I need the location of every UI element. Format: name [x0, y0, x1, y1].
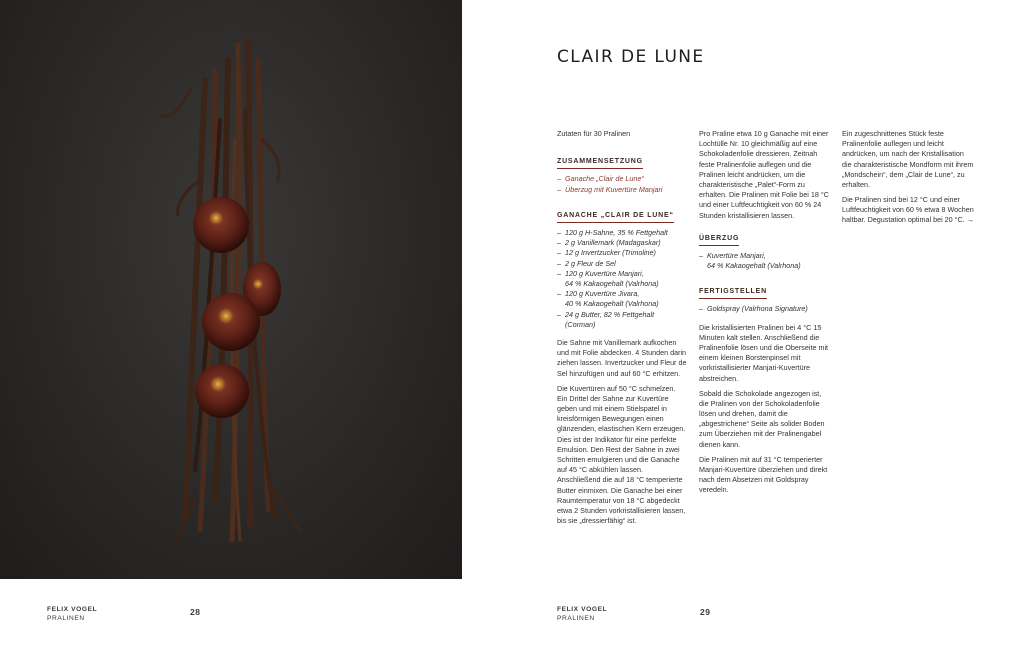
list-item: – Goldspray (Valrhona Signature) [699, 304, 831, 314]
composition-list [557, 174, 687, 194]
list-item: (Corman) [565, 319, 596, 329]
finish-list [699, 304, 831, 314]
coating-heading: ÜBERZUG [699, 234, 739, 246]
method-paragraph-3: Pro Praline etwa 10 g Ganache mit einer Lochtülle Nr. 10 gleichmäßig auf eine Schokoladenfolie dressieren. Zeitnah feste Pralinenfolie auflegen und die Pralinen leicht andrücken, um die charakteristische „Palet“-Form zu erhalten. Die Pralinen mit Folie bei 18 °C und einer Luftfeuchtigkeit von 60 % 24 Stunden kristallisieren lassen. [699, 129, 829, 220]
list-item: 64 % Kakaogehalt (Valrhona) [707, 261, 801, 271]
left-footer [47, 606, 97, 623]
page-number-left: 28 [190, 607, 201, 617]
vanilla-praline-illustration [0, 0, 462, 579]
composition-heading: ZUSAMMENSETZUNG [557, 157, 643, 169]
list-item: – 120 g Kuvertüre Manjari, [557, 269, 687, 279]
method-paragraph-8: Die Pralinen sind bei 12 °C und einer Luftfeuchtigkeit von 60 % etwa 8 Wochen haltbar. Degustation optimal bei 20 °C. → [842, 195, 974, 225]
praline-4 [195, 364, 249, 418]
list-item: – 2 g Fleur de Sel [557, 259, 687, 269]
method-paragraph-2: Die Kuvertüren auf 50 °C schmelzen. Ein Drittel der Sahne zur Kuvertüre geben und mit einem Stielspatel in kreisförmigen Bewegungen einen glänzenden, elastischen Kern erzeugen. Dies ist der Indikator für eine perfekte Emulsion. Den Rest der Sahne in zwei Schritten emulgieren und die Ganache auf 45 °C abkühlen lassen. Anschließend die auf 18 °C temperierte Butter einmixen. Die Ganache bei einer Raumtemperatur von 18 °C abgedeckt etwa 2 Stunden vorkristallisieren lassen, bis sie „dressierfähig“ ist. [557, 383, 686, 526]
footer-book: PRALINEN [557, 614, 595, 622]
yield-text: Zutaten für 30 Pralinen [557, 129, 631, 138]
ganache-heading: GANACHE „CLAIR DE LUNE“ [557, 211, 674, 223]
praline-1 [193, 197, 249, 253]
list-item: – 12 g Invertzucker (Trimoline) [557, 248, 687, 258]
list-item: – Kuvertüre Manjari, [699, 251, 831, 261]
method-paragraph-7: Ein zugeschnittenes Stück feste Pralinenfolie auflegen und leicht andrücken, um nach der Kristallisation die charakteristische Mondform mit ihrem „Mondschein“, dem „Clair de Lune“, zu erhalten. [842, 129, 974, 190]
column-2 [699, 129, 831, 500]
praline-photo [0, 0, 462, 579]
method-paragraph-1: Die Sahne mit Vanillemark aufkochen und mit Folie abdecken. 4 Stunden darin ziehen lassen. Invertzucker und Fleur de Sel hinzufügen und auf 60 °C erhitzen. [557, 338, 687, 378]
column-1 [557, 129, 687, 531]
list-item: 64 % Kakaogehalt (Valrhona) [565, 279, 659, 289]
footer-author: FELIX VOGEL [47, 606, 98, 613]
list-item: – 2 g Vanillemark (Madagaskar) [557, 238, 687, 248]
right-footer [557, 606, 607, 623]
list-item: – 120 g H-Sahne, 35 % Fettgehalt [557, 228, 687, 238]
list-item: – 120 g Kuvertüre Jivara, [557, 289, 687, 299]
list-item: – Ganache „Clair de Lune“ [557, 174, 687, 184]
list-item: – Überzug mit Kuvertüre Manjari [557, 185, 687, 195]
method-paragraph-5: Sobald die Schokolade angezogen ist, die Pralinen von der Schokoladenfolie lösen und drehen, damit die „abgestrichene“ Seite als solider Boden zum Überziehen mit der Pralinengabel dienen kann. [699, 388, 825, 449]
list-item: 40 % Kakaogehalt (Valrhona) [565, 299, 659, 309]
coating-list [699, 251, 831, 271]
page-number-right: 29 [700, 607, 711, 617]
list-item: – 24 g Butter, 82 % Fettgehalt [557, 310, 687, 320]
recipe-title: CLAIR DE LUNE [557, 47, 705, 67]
footer-book: PRALINEN [47, 614, 85, 622]
finish-heading: FERTIGSTELLEN [699, 287, 767, 299]
method-paragraph-6: Die Pralinen mit auf 31 °C temperierter Manjari-Kuvertüre überziehen und direkt nach dem Absetzen mit Goldspray veredeln. [699, 454, 828, 495]
column-3 [842, 129, 974, 230]
footer-author: FELIX VOGEL [557, 606, 608, 613]
method-paragraph-4: Die kristallisierten Pralinen bei 4 °C 15 Minuten kalt stellen. Anschließend die Pralinenfolie lösen und die Oberseite mit einem kleinen Borstenpinsel mit vorkristallisierter Manjari-Kuvertüre abstreichen. [699, 322, 829, 383]
ganache-list [557, 228, 687, 330]
praline-3 [202, 293, 260, 351]
